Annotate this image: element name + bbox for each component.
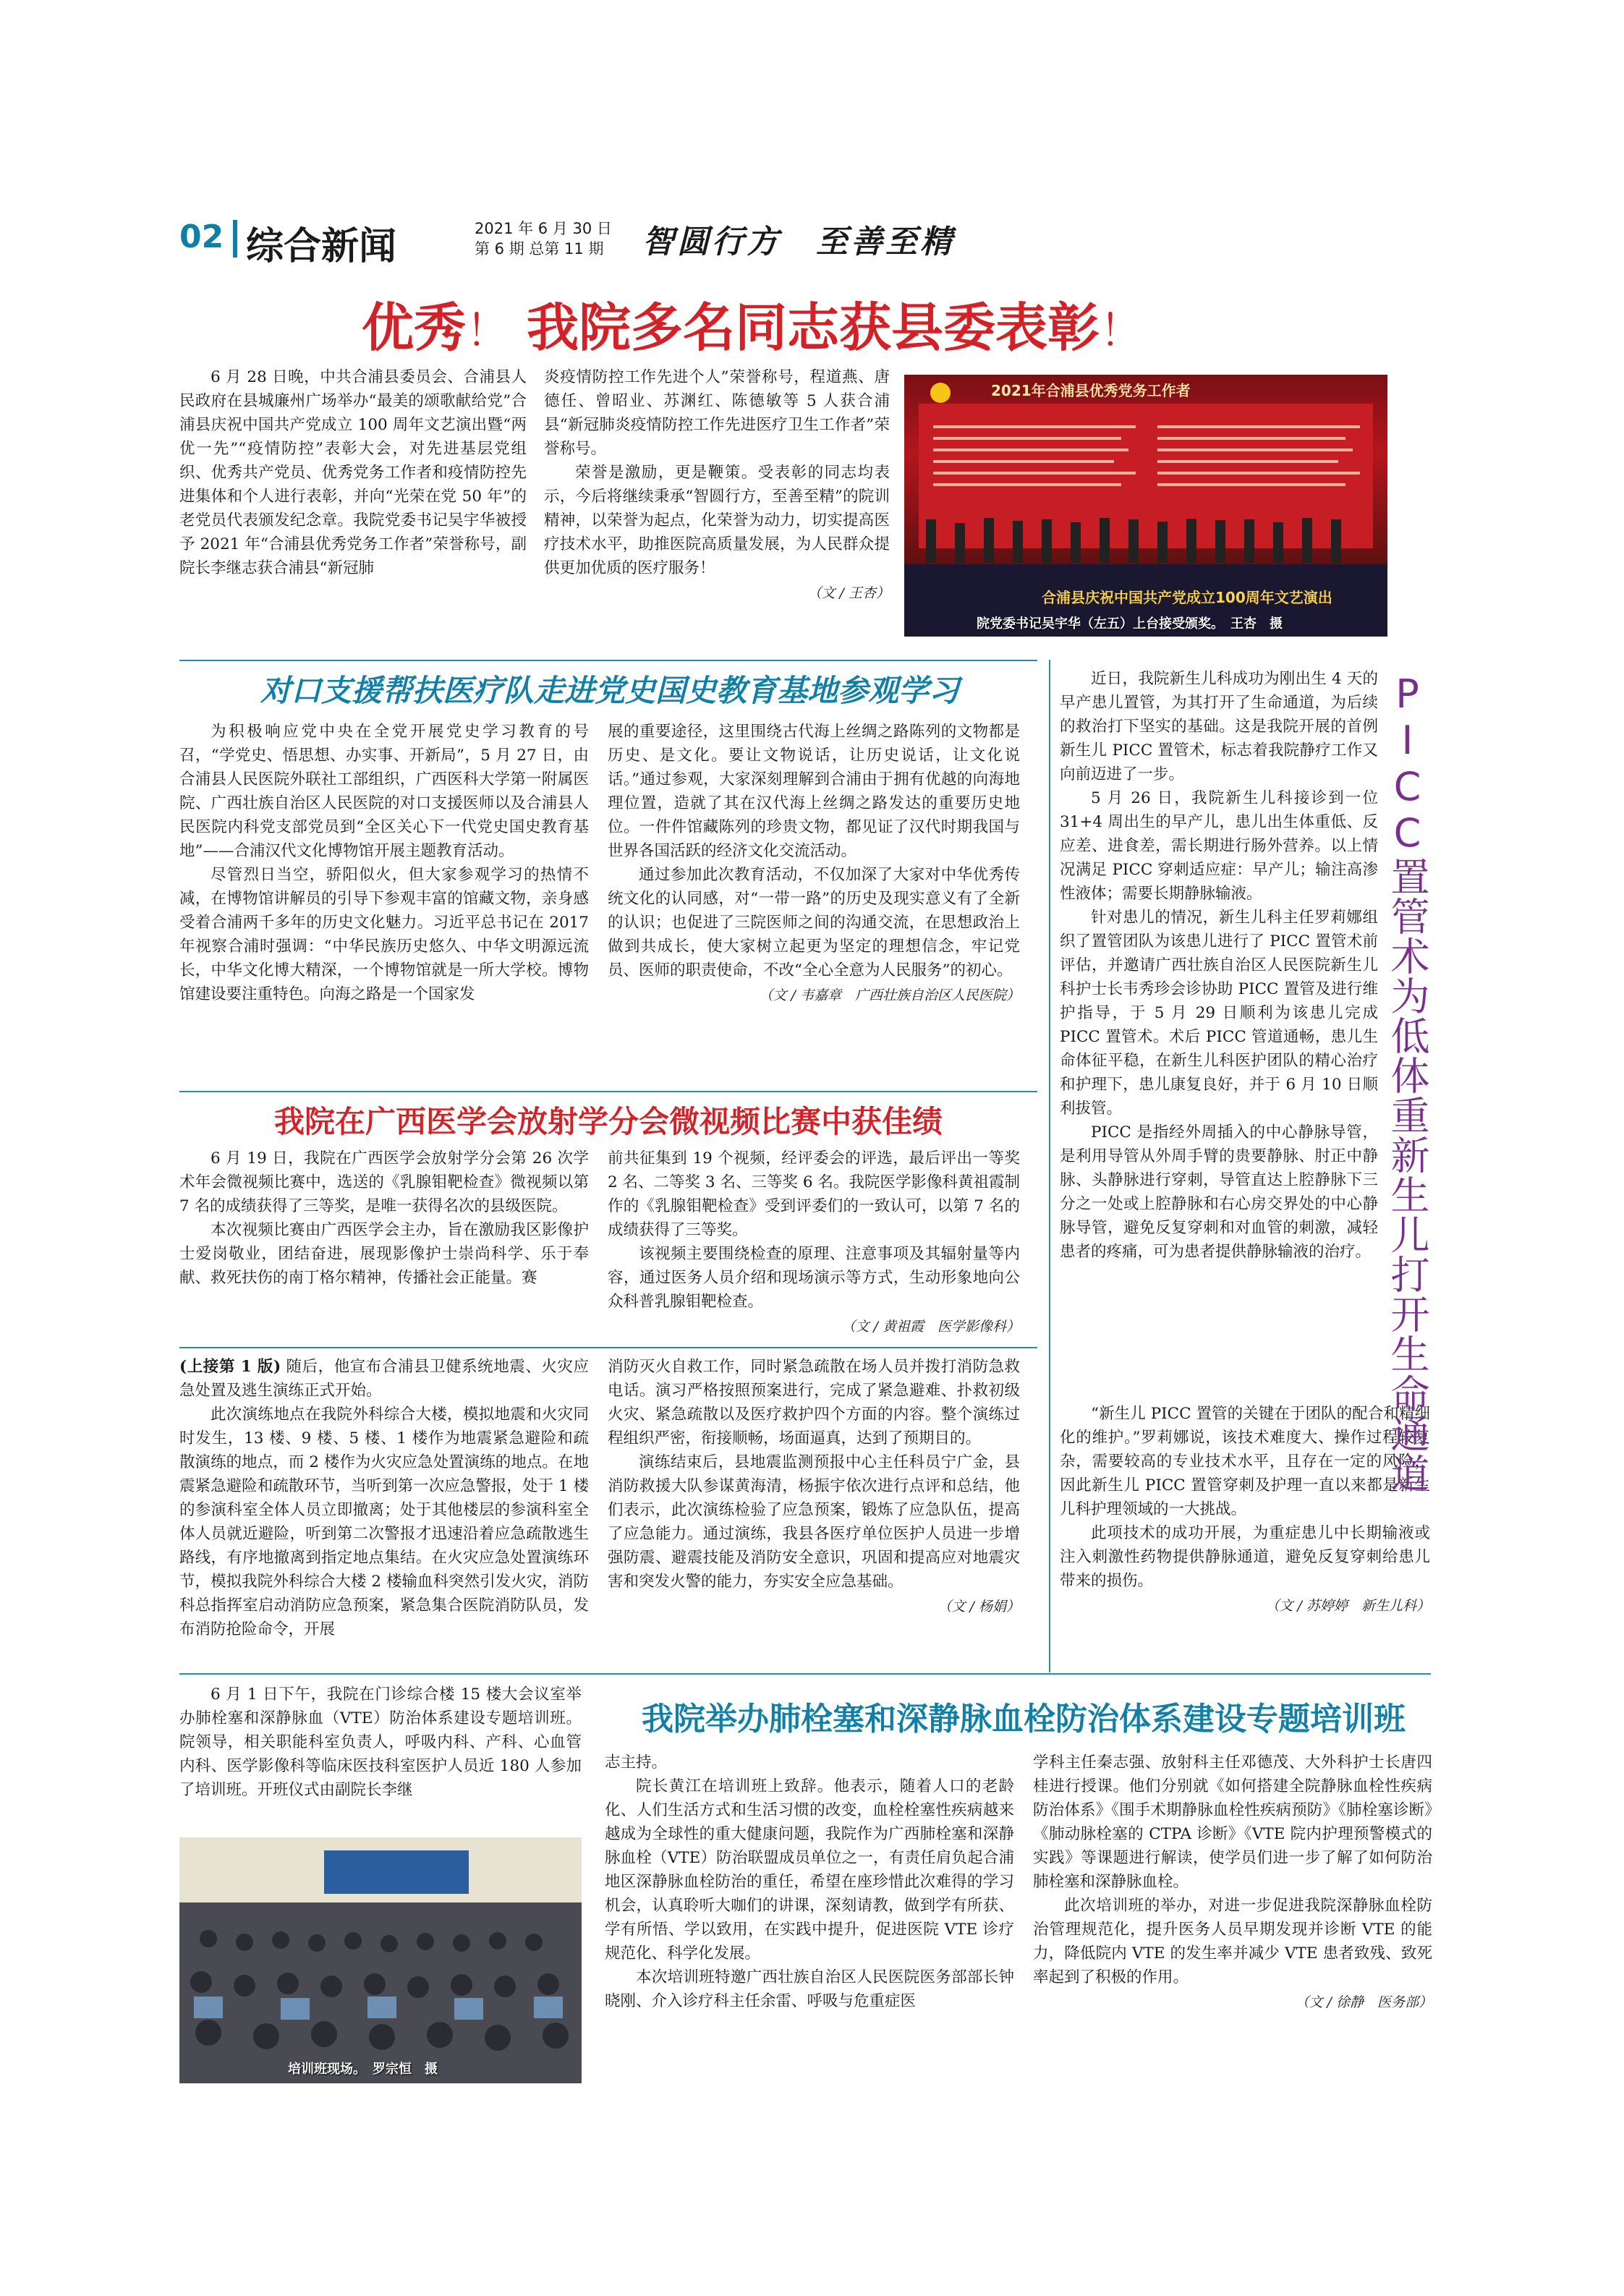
article4-col1 xyxy=(179,1355,589,1641)
article1-col1 xyxy=(179,365,527,580)
divider-line xyxy=(179,660,1037,661)
party-emblem-icon xyxy=(930,383,951,403)
divider-line xyxy=(179,1347,1037,1348)
article5-p2: 5 月 26 日，我院新生儿科接诊到一位 31+4 周出生的早产儿，患儿出生体重低、反应差、进食差，需长期进行肠外营养。以上情况满足 PICC 穿刺适应症：早产儿；输注高渗性液体；需要长期静脉输液。 xyxy=(1060,789,1378,903)
divider-line xyxy=(179,1091,1037,1092)
article5-p3: 针对患儿的情况，新生儿科主任罗莉娜组织了置管团队为该患儿进行了 PICC 置管术前评估，并邀请广西壮族自治区人民医院新生儿科护士长韦秀珍会诊协助 PICC 置管及进行维护指导，于 5 月 29 日顺利为该患儿完成 PICC 置管术。术后 PICC 管道通畅，患儿生命体征平稳，在新生儿科医护团队的精心治疗和护理下，患儿康复良好，并于 6 月 10 日顺利拔管。 xyxy=(1060,909,1378,1118)
article6-col1-text: 6 月 1 日下午，我院在门诊综合楼 15 楼大会议室举办肺栓塞和深静脉血（VTE）防治体系建设专题培训班。院领导，相关职能科室负责人，呼吸内科、产科、心血管内科、医学影像科等临床医技科室医护人员近 180 人参加了培训班。开班仪式由副院长李继 xyxy=(179,1685,582,1799)
article4-col2-text-a: 消防灭火自救工作，同时紧急疏散在场人员并拨打消防急救电话。演习严格按照预案进行，完成了紧急避难、扑救初级火灾、紧急疏散以及医疗救护四个方面的内容。整个演练过程组织严密，衔接顺畅，场面逼真，达到了预期目的。 xyxy=(608,1358,1020,1447)
article3-title: 我院在广西医学会放射学分会微视频比赛中获佳绩 xyxy=(273,1104,943,1139)
article3-col2-text-b: 该视频主要围绕检查的原理、注意事项及其辐射量等内容，通过医务人员介绍和现场演示等方式，生动形象地向公众科普乳腺钼靶检查。 xyxy=(608,1245,1020,1311)
article6-col2-text-a: 志主持。 xyxy=(605,1753,668,1772)
article2-col1-text-a: 为积极响应党中央在全党开展党史学习教育的号召，“学党史、悟思想、办实事、开新局”，5 月 27 日，由合浦县人民医院外联社工部组织，广西医科大学第一附属医院、广西壮族自治区人民医院的对口支援医师以及合浦县人民医院内科党支部党员到“全区关心下一代党史国史教育基地”——合浦汉代文化博物馆开展主题教育活动。 xyxy=(179,723,589,860)
article1-col2-text-a: 炎疫情防控工作先进个人”荣誉称号，程道燕、唐德任、曾昭业、苏渊红、陈德敏等 5 人获合浦县“新冠肺炎疫情防控工作先进医疗卫生工作者”荣誉称号。 xyxy=(544,368,890,458)
divider-line xyxy=(179,1673,1431,1675)
article2-col2-text-b: 通过参加此次教育活动，不仅加深了大家对中华优秀传统文化的认同感，对“一带一路”的历史及现实意义有了全新的认识；也促进了三院医师之间的沟通交流，在思想政治上做到共成长，使大家树立起更为坚定的理想信念，牢记党员、医师的职责使命，不改“全心全意为人民服务”的初心。 xyxy=(608,866,1020,979)
article5-p4: PICC 是指经外周插入的中心静脉导管，是利用导管从外周手臂的贵要静脉、肘正中静脉、头静脉进行穿刺，导管直达上腔静脉下三分之一处或上腔静脉和右心房交界处的中心静脉导管，避免反复穿刺和对血管的刺激，减轻患者的疼痛，可为患者提供静脉输液的治疗。 xyxy=(1060,1123,1378,1261)
article3-col1-text-b: 本次视频比赛由广西医学会主办，旨在激励我区影像护士爱岗敬业，团结奋进，展现影像护士崇尚科学、乐于奉献、救死扶伤的南丁格尔精神，传播社会正能量。赛 xyxy=(179,1221,589,1287)
article6-col3-text-b: 此次培训班的举办，对进一步促进我院深静脉血栓防治管理规范化，提升医务人员早期发现并诊断 VTE 的能力，降低院内 VTE 的发生率并减少 VTE 患者致残、致死率起到了积极的作用。 xyxy=(1033,1897,1432,1986)
article6-col1 xyxy=(179,1683,582,1802)
article1-col2 xyxy=(544,365,890,605)
article6-col2-text-c: 本次培训班特邀广西壮族自治区人民医院医务部部长钟晓刚、介入诊疗科主任余雷、呼吸与危重症医 xyxy=(605,1968,1014,2010)
article6-byline: （文 / 徐静 医务部） xyxy=(1295,1994,1432,2010)
training-session-photo xyxy=(179,1837,582,2083)
masthead-motto: 智圆行方 至善至精 xyxy=(642,224,955,260)
article2-col2-text-a: 展的重要途径，这里围绕古代海上丝绸之路陈列的文物都是历史、是文化。要让文物说话，让历史说话，让文化说话。”通过参观，大家深刻理解到合浦由于拥有优越的向海地理位置，造就了其在汉代海上丝绸之路发达的重要历史地位。一件件馆藏陈列的珍贵文物，都见证了汉代时期我国与世界各国活跃的经济文化交流活动。 xyxy=(608,723,1020,860)
article4-lead: (上接第 1 版) xyxy=(179,1358,281,1376)
article5-title: PICC置管术为低体重新生儿打开生命通道 xyxy=(1385,671,1430,1493)
article3-col2-text-a: 前共征集到 19 个视频，经评委会的评选，最后评出一等奖 2 名、二等奖 3 名、三等奖 6 名。我院医学影像科黄祖霞制作的《乳腺钼靶检查》受到评委们的一致认可，以第 7 名的成绩获得了三等奖。 xyxy=(608,1149,1020,1239)
article4-col2-text-b: 演练结束后，县地震监测预报中心主任科员宁广金，县消防救援大队参谋黄海清，杨振宇依次进行点评和总结，他们表示，此次演练检验了应急预案，锻炼了应急队伍，提高了应急能力。通过演练，我县各医疗单位医护人员进一步增强防震、避震技能及消防安全意识，巩固和提高应对地震灾害和突发火警的能力，夯实安全应急基础。 xyxy=(608,1453,1020,1591)
article1-col1-text: 6 月 28 日晚，中共合浦县委员会、合浦县人民政府在县城廉州广场举办“最美的颂歌献给党”合浦县庆祝中国共产党成立 100 周年文艺演出暨“两优一先”“疫情防控”表彰大会，对先进基层党组织、优秀共产党员、优秀党务工作者和疫情防控先进集体和个人进行表彰，并向“光荣在党 50 年”的老党员代表颁发纪念章。我院党委书记吴宇华被授予 2021 年“合浦县优秀党务工作者”荣誉称号，副院长李继志获合浦县“新冠肺 xyxy=(179,368,527,577)
article3-byline: （文 / 黄祖霞 医学影像科） xyxy=(841,1319,1020,1335)
article3-col2 xyxy=(608,1147,1020,1339)
award-photo-banner: 2021年合浦县优秀党务工作者 xyxy=(991,382,1191,399)
headline-part1: 优秀 xyxy=(362,297,467,358)
article2-col1-text-b: 尽管烈日当空，骄阳似火，但大家参观学习的热情不减，在博物馆讲解员的引导下参观丰富的馆藏文物，亲身感受着合浦两千多年的历史文化魅力。习近平总书记在 2017 年视察合浦时强调：“中华民族历史悠久、中华文明源远流长，中华文化博大精深，一个博物馆就是一所大学校。博物馆建设要注重特色。向海之路是一个国家发 xyxy=(179,866,589,1003)
article6-title: 我院举办肺栓塞和深静脉血栓防治体系建设专题培训班 xyxy=(642,1701,1406,1738)
training-photo-caption: 培训班现场。 罗宗恒 摄 xyxy=(288,2062,438,2077)
training-session-illustration xyxy=(179,1837,582,2083)
divider-line xyxy=(1049,660,1050,1672)
article2-col2 xyxy=(608,720,1020,1008)
article6-col2-text-b: 院长黄江在培训班上致辞。他表示，随着人口的老龄化、人们生活方式和生活习惯的改变，血栓栓塞性疾病越来越成为全球性的重大健康问题，我院作为广西肺栓塞和深静脉血栓（VTE）防治联盟成员单位之一，有责任肩负起合浦地区深静脉血栓防治的重任，希望在座珍惜此次难得的学习机会，认真聆听大咖们的讲课，深刻请教，做到学有所获、学有所悟、学以致用，在实践中提升，促进医院 VTE 诊疗规范化、科学化发展。 xyxy=(605,1777,1014,1963)
article2-byline: （文 / 韦嘉章 广西壮族自治区人民医院） xyxy=(759,987,1020,1003)
award-photo-caption: 院党委书记吴宇华（左五）上台接受颁奖。 王杏 摄 xyxy=(977,616,1283,632)
article5-p1: 近日，我院新生儿科成功为刚出生 4 天的早产患儿置管，为其打开了生命通道，为后续的救治打下坚实的基础。这是我院开展的首例新生儿 PICC 置管术，标志着我院静疗工作又向前迈进了一步。 xyxy=(1060,670,1378,783)
article6-col3 xyxy=(1033,1751,1432,2015)
article2-col1 xyxy=(179,720,589,1006)
article5-p5: “新生儿 PICC 置管的关键在于团队的配合和精细化的维护。”罗莉娜说，该技术难度大、操作过程较复杂，需要较高的专业技术水平，且存在一定的风险，因此新生儿 PICC 置管穿刺及护理一直以来都是新生儿科护理领域的一大挑战。 xyxy=(1060,1405,1430,1518)
headline xyxy=(362,286,1302,358)
article5-body xyxy=(1060,667,1378,1264)
award-ceremony-photo xyxy=(904,375,1387,637)
award-photo-footer: 合浦县庆祝中国共产党成立100周年文艺演出 xyxy=(1042,589,1332,606)
article3-col1-text-a: 6 月 19 日，我院在广西医学会放射学分会第 26 次学术年会微视频比赛中，选送的《乳腺钼靶检查》微视频以第 7 名的成绩获得了三等奖，是唯一获得名次的县级医院。 xyxy=(179,1149,589,1215)
article6-col2 xyxy=(605,1751,1014,2013)
article6-col3-text-a: 学科主任秦志强、放射科主任邓德茂、大外科护士长唐四桂进行授课。他们分别就《如何搭建全院静脉血栓性疾病防治体系》《围手术期静脉血栓性疾病预防》《肺栓塞诊断》《肺动脉栓塞的 CTPA 诊断》《VTE 院内护理预警模式的实践》等课题进行解读，使学员们进一步了解了如何防治肺栓塞和深静脉血栓。 xyxy=(1033,1753,1432,1891)
article4-col1-para-a xyxy=(179,1355,589,1403)
headline-excl2: ！ xyxy=(1100,306,1144,357)
article4-byline: （文 / 杨娟） xyxy=(938,1599,1020,1615)
headline-excl: ！ xyxy=(466,306,510,357)
article4-col1-text-b: 此次演练地点在我院外科综合大楼，模拟地震和火灾同时发生，13 楼、9 楼、5 楼、1 楼作为地震紧急避险和疏散演练的地点，而 2 楼作为火灾应急处置演练的地点。在地震紧急避险和疏散环节，当听到第一次应急警报，处于 1 楼的参演科室全体人员立即撤离；处于其他楼层的参演科室全体人员就近避险，听到第二次警报才迅速沿着应急疏散逃生路线，有序地撤离到指定地点集结。在火灾应急处置演练环节，模拟我院外科综合大楼 2 楼输血科突然引发火灾，消防科总指挥室启动消防应急预案，紧急集合医院消防队员，发布消防抢险命令，开展 xyxy=(179,1406,589,1638)
section-title: 综合新闻 xyxy=(246,224,397,268)
article5-byline: （文 / 苏婷婷 新生儿科） xyxy=(1265,1598,1430,1614)
article4-col1-text-a: 随后，他宣布合浦县卫健系统地震、火灾应急处置及逃生演练正式开始。 xyxy=(179,1358,589,1400)
article5-p6: 此项技术的成功开展，为重症患儿中长期输液或注入刺激性药物提供静脉通道，避免反复穿刺给患儿带来的损伤。 xyxy=(1060,1524,1430,1590)
headline-part2: 我院多名同志获县委表彰 xyxy=(527,297,1100,358)
article1-col2-text-b: 荣誉是激励，更是鞭策。受表彰的同志均表示，今后将继续秉承“智圆行方，至善至精”的院训精神，以荣誉为起点，化荣誉为动力，切实提高医疗技术水平，助推医院高质量发展，为人民群众提供更加优质的医疗服务！ xyxy=(544,464,890,577)
issue-date: 2021 年 6 月 30 日 xyxy=(475,220,612,237)
masthead-divider xyxy=(233,220,237,258)
article5-body-wide xyxy=(1060,1402,1430,1618)
masthead xyxy=(179,214,1445,268)
issue-number: 第 6 期 总第 11 期 xyxy=(475,240,604,258)
article3-col1 xyxy=(179,1147,589,1290)
page-number: 02 xyxy=(179,218,224,255)
article1-byline: （文 / 王杏） xyxy=(807,585,890,601)
article2-title: 对口支援帮扶医疗队走进党史国史教育基地参观学习 xyxy=(260,673,959,708)
article4-col2 xyxy=(608,1355,1020,1619)
